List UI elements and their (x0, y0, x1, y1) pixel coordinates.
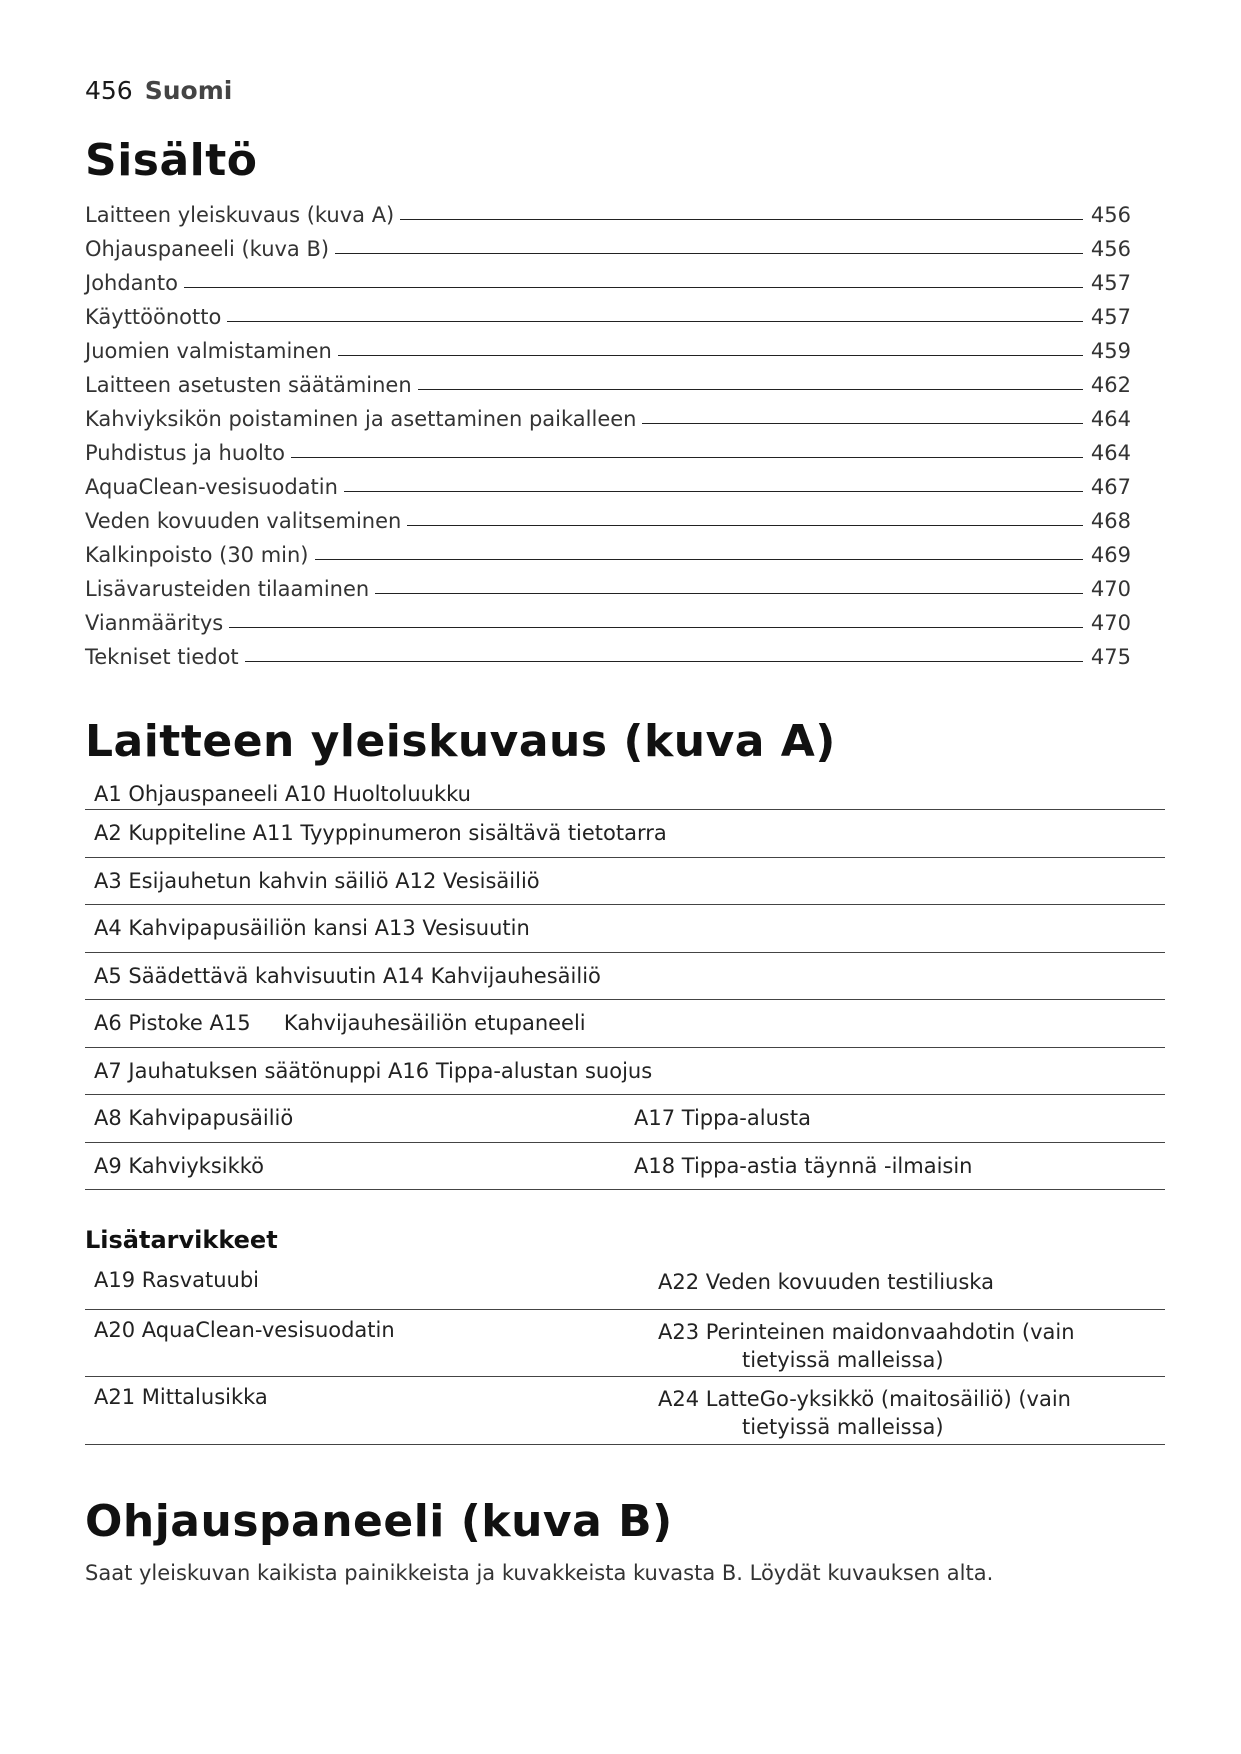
accessories-heading: Lisätarvikkeet (85, 1226, 278, 1254)
toc-leader-line (245, 661, 1083, 662)
toc-entry-page: 469 (1090, 543, 1131, 567)
parts-row (85, 1095, 1165, 1143)
toc-entry[interactable] (85, 193, 1131, 227)
toc-entry-title: Puhdistus ja huolto (85, 441, 285, 465)
toc-leader-line (227, 321, 1083, 322)
toc-leader-line (400, 219, 1083, 220)
toc-entry[interactable] (85, 635, 1131, 669)
toc-entry[interactable] (85, 533, 1131, 567)
accessories-cell-left: A19 Rasvatuubi (94, 1268, 260, 1292)
toc-leader-line (338, 355, 1083, 356)
toc-entry-title: Veden kovuuden valitseminen (85, 509, 402, 533)
page-number: 456 (85, 76, 133, 105)
parts-row (85, 858, 1165, 906)
toc-entry-title: Laitteen asetusten säätäminen (85, 373, 412, 397)
accessories-row (85, 1310, 1165, 1377)
toc-leader-line (642, 423, 1083, 424)
parts-cell-right: A17 Tippa-alusta (634, 1106, 811, 1131)
accessories-cell-right-text: A23 Perinteinen maidonvaahdotin (vain (658, 1320, 1075, 1344)
accessories-cell-right-continuation: tietyissä malleissa) (742, 1348, 944, 1372)
parts-row-text: A3 Esijauhetun kahvin säiliö A12 Vesisäiliö (94, 868, 540, 893)
toc-entry[interactable] (85, 567, 1131, 601)
toc-entry-title: Ohjauspaneeli (kuva B) (85, 237, 330, 261)
toc-entry-page: 475 (1090, 645, 1131, 669)
toc-entry-title: Käyttöönotto (85, 305, 222, 329)
toc-entry-page: 456 (1090, 203, 1131, 227)
parts-row-text: A1 Ohjauspaneeli A10 Huoltoluukku (94, 782, 471, 806)
toc-entry-title: Johdanto (85, 271, 178, 295)
parts-row-text: A7 Jauhatuksen säätönuppi A16 Tippa-alustan suojus (94, 1058, 653, 1083)
toc-entry-title: Tekniset tiedot (85, 645, 239, 669)
toc-entry[interactable] (85, 363, 1131, 397)
parts-cell-right: A18 Tippa-astia täynnä -ilmaisin (634, 1153, 973, 1178)
toc-entry-page: 468 (1090, 509, 1131, 533)
toc-leader-line (418, 389, 1083, 390)
toc-entry-page: 457 (1090, 271, 1131, 295)
accessories-cell-right (658, 1318, 1078, 1376)
language-label: Suomi (144, 76, 233, 105)
toc-entry-title: Kahviyksikön poistaminen ja asettaminen paikalleen (85, 407, 637, 431)
toc-entry-page: 459 (1090, 339, 1131, 363)
toc-entry-title: Lisävarusteiden tilaaminen (85, 577, 370, 601)
toc-entry[interactable] (85, 397, 1131, 431)
parts-row-text: A4 Kahvipapusäiliön kansi A13 Vesisuutin (94, 916, 530, 941)
parts-table (85, 770, 1165, 1190)
toc-entry[interactable] (85, 499, 1131, 533)
parts-row (85, 1048, 1165, 1096)
toc-entry-page: 464 (1090, 441, 1131, 465)
control-panel-intro: Saat yleiskuvan kaikista painikkeista ja kuvakkeista kuvasta B. Löydät kuvauksen alta. (85, 1561, 994, 1585)
toc-entry[interactable] (85, 465, 1131, 499)
toc-entry-title: Laitteen yleiskuvaus (kuva A) (85, 203, 395, 227)
toc-entry-title: Kalkinpoisto (30 min) (85, 543, 309, 567)
page-header (85, 76, 232, 105)
toc-entry-page: 464 (1090, 407, 1131, 431)
accessories-row (85, 1377, 1165, 1445)
accessories-cell-right-continuation: tietyissä malleissa) (742, 1415, 944, 1439)
accessories-cell-left: A21 Mittalusikka (94, 1385, 268, 1409)
toc-leader-line (407, 525, 1083, 526)
toc-entry[interactable] (85, 261, 1131, 295)
parts-row (85, 810, 1165, 858)
toc-entry[interactable] (85, 295, 1131, 329)
toc-entry-title: Juomien valmistaminen (85, 339, 332, 363)
accessories-cell-right-text: A24 LatteGo-yksikkö (maitosäiliö) (vain (658, 1387, 1071, 1411)
toc-leader-line (184, 287, 1083, 288)
toc-leader-line (344, 491, 1083, 492)
toc-heading: Sisältö (85, 135, 258, 186)
parts-row (85, 770, 1165, 810)
toc-entry-page: 456 (1090, 237, 1131, 261)
toc-entry[interactable] (85, 431, 1131, 465)
toc-entry-page: 462 (1090, 373, 1131, 397)
toc-entry-page: 467 (1090, 475, 1131, 499)
parts-row-text: A5 Säädettävä kahvisuutin A14 Kahvijauhesäiliö (94, 963, 601, 988)
accessories-cell-right (658, 1268, 1078, 1309)
accessories-cell-right (658, 1385, 1078, 1444)
toc-entry-page: 470 (1090, 611, 1131, 635)
toc-leader-line (315, 559, 1083, 560)
toc-entry-page: 457 (1090, 305, 1131, 329)
parts-row (85, 1143, 1165, 1191)
toc-entry[interactable] (85, 329, 1131, 363)
accessories-row (85, 1260, 1165, 1310)
toc-entry-title: Vianmääritys (85, 611, 224, 635)
toc-leader-line (291, 457, 1083, 458)
parts-row (85, 905, 1165, 953)
toc-entry-title: AquaClean-vesisuodatin (85, 475, 338, 499)
toc-leader-line (335, 253, 1083, 254)
toc-entry-page: 470 (1090, 577, 1131, 601)
toc-entry[interactable] (85, 601, 1131, 635)
toc-entry[interactable] (85, 227, 1131, 261)
accessories-cell-left: A20 AquaClean-vesisuodatin (94, 1318, 395, 1342)
parts-row-text: A2 Kuppiteline A11 Tyyppinumeron sisältävä tietotarra (94, 821, 667, 846)
parts-row (85, 1000, 1165, 1048)
toc-leader-line (229, 627, 1083, 628)
accessories-table (85, 1260, 1165, 1445)
parts-row-text: A6 Pistoke A15 Kahvijauhesäiliön etupaneeli (94, 1011, 586, 1036)
control-panel-heading: Ohjauspaneeli (kuva B) (85, 1496, 673, 1547)
parts-cell-left: A8 Kahvipapusäiliö (94, 1106, 294, 1131)
toc-leader-line (375, 593, 1083, 594)
parts-cell-left: A9 Kahviyksikkö (94, 1153, 265, 1178)
table-of-contents (85, 193, 1131, 669)
accessories-cell-right-text: A22 Veden kovuuden testiliuska (658, 1270, 994, 1294)
parts-row (85, 953, 1165, 1001)
overview-heading: Laitteen yleiskuvaus (kuva A) (85, 716, 836, 767)
